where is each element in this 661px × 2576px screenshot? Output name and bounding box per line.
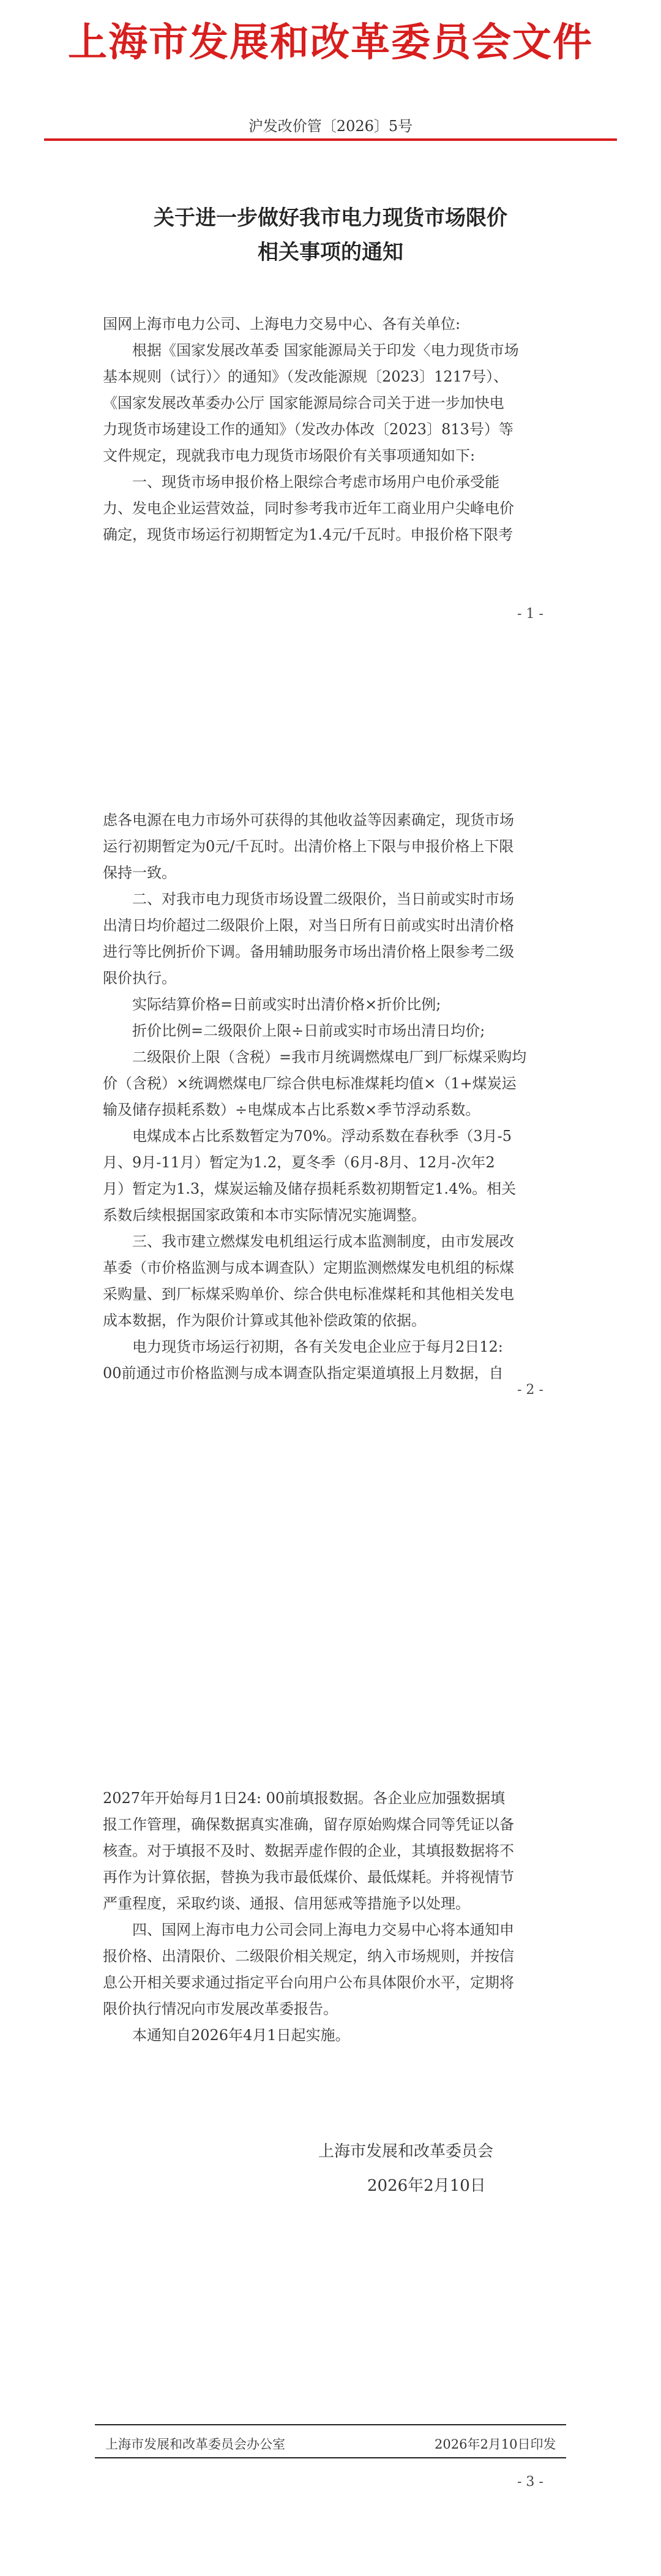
body-line: 进行等比例折价下调。备用辅助服务市场出清价格上限参考二级 — [103, 943, 514, 960]
body-line: 严重程度，采取约谈、通报、信用惩戒等措施予以处理。 — [103, 1895, 470, 1912]
body-line: 基本规则（试行）〉的通知》（发改能源规〔2023〕1217号）、 — [103, 368, 509, 385]
signature-organization: 上海市发展和改革委员会 — [318, 2142, 494, 2161]
body-line: 实际结算价格=日前或实时出清价格×折价比例; — [103, 996, 441, 1013]
body-line: 限价执行。 — [103, 970, 176, 987]
body-line: 月、9月-11月）暂定为1.2，夏冬季（6月-8月、12月-次年2 — [103, 1154, 495, 1171]
body-line: 文件规定，现就我市电力现货市场限价有关事项通知如下: — [103, 447, 476, 464]
page-number: - 3 - — [517, 2474, 543, 2490]
body-line: 力现货市场建设工作的通知》（发改办体改〔2023〕813号）等 — [103, 421, 513, 438]
body-line: 二级限价上限（含税）=我市月统调燃煤电厂到厂标煤采购均 — [103, 1049, 527, 1066]
body-line: 二、对我市电力现货市场设置二级限价，当日前或实时市场 — [103, 891, 514, 908]
footer-bottom-rule — [95, 2457, 566, 2458]
document-number: 沪发改价管〔2026〕5号 — [248, 118, 413, 135]
notice-title-line-1: 关于进一步做好我市电力现货市场限价 — [154, 206, 507, 230]
body-line: 革委（市价格监测与成本调查队）定期监测燃煤发电机组的标煤 — [103, 1259, 514, 1276]
body-line: 根据《国家发展改革委 国家能源局关于印发〈电力现货市场 — [103, 342, 519, 359]
body-line: 成本数据，作为限价计算或其他补偿政策的依据。 — [103, 1312, 426, 1329]
header-red-divider — [44, 138, 617, 141]
body-line: 月）暂定为1.3，煤炭运输及储存损耗系数初期暂定1.4%。相关 — [103, 1180, 517, 1197]
body-line: 报价格、出清限价、二级限价相关规定，纳入市场规则，并按信 — [103, 1948, 514, 1965]
body-line: 电力现货市场运行初期，各有关发电企业应于每月2日12: — [103, 1338, 503, 1355]
body-line: 力、发电企业运营效益，同时参考我市近年工商业用户尖峰电价 — [103, 500, 514, 517]
body-line: 虑各电源在电力市场外可获得的其他收益等因素确定，现货市场 — [103, 812, 514, 829]
footer-issue-date: 2026年2月10日印发 — [435, 2437, 556, 2452]
body-line: 采购量、到厂标煤采购单价、综合供电标准煤耗和其他相关发电 — [103, 1286, 514, 1303]
body-line: 运行初期暂定为0元/千瓦时。出清价格上下限与申报价格上下限 — [103, 838, 514, 855]
notice-title-line-2: 相关事项的通知 — [258, 240, 403, 265]
body-line: 输及储存损耗系数）÷电煤成本占比系数×季节浮动系数。 — [103, 1101, 480, 1118]
body-line: 电煤成本占比系数暂定为70%。浮动系数在春秋季（3月-5 — [103, 1128, 512, 1145]
body-line: 报工作管理，确保数据真实准确，留存原始购煤合同等凭证以备 — [103, 1816, 514, 1833]
body-line: 四、国网上海市电力公司会同上海电力交易中心将本通知申 — [103, 1921, 514, 1938]
body-line: 2027年开始每月1日24: 00前填报数据。各企业应加强数据填 — [103, 1790, 506, 1807]
signature-date: 2026年2月10日 — [367, 2177, 486, 2195]
footer-top-rule — [95, 2424, 566, 2425]
page-number: - 2 - — [517, 1382, 543, 1398]
body-line: 息公开相关要求通过指定平台向用户公布具体限价水平，定期将 — [103, 1974, 514, 1991]
page-number: - 1 - — [517, 606, 543, 622]
body-line: 三、我市建立燃煤发电机组运行成本监测制度，由市发展改 — [103, 1233, 514, 1250]
body-line: 00前通过市价格监测与成本调查队指定渠道填报上月数据，自 — [103, 1365, 504, 1382]
body-line: 本通知自2026年4月1日起实施。 — [103, 2027, 350, 2044]
body-line: 出清日均价超过二级限价上限，对当日所有日前或实时出清价格 — [103, 917, 514, 934]
body-line: 保持一致。 — [103, 864, 176, 881]
body-line: 折价比例=二级限价上限÷日前或实时市场出清日均价; — [103, 1022, 485, 1039]
body-line: 限价执行情况向市发展改革委报告。 — [103, 2000, 338, 2017]
body-line: 系数后续根据国家政策和本市实际情况实施调整。 — [103, 1207, 426, 1224]
document-header-title: 上海市发展和改革委员会文件 — [68, 20, 593, 66]
body-line: 再作为计算依据，替换为我市最低煤价、最低煤耗。并将视情节 — [103, 1869, 514, 1886]
body-line: 核查。对于填报不及时、数据弄虚作假的企业，其填报数据将不 — [103, 1842, 514, 1859]
body-line: 确定，现货市场运行初期暂定为1.4元/千瓦时。申报价格下限考 — [103, 526, 513, 543]
body-line: 《国家发展改革委办公厅 国家能源局综合司关于进一步加快电 — [103, 394, 504, 412]
footer-issuer: 上海市发展和改革委员会办公室 — [105, 2437, 285, 2452]
body-line: 一、现货市场申报价格上限综合考虑市场用户电价承受能 — [103, 473, 499, 491]
body-line: 价（含税）×统调燃煤电厂综合供电标准煤耗均值×（1+煤炭运 — [103, 1075, 517, 1092]
salutation: 国网上海市电力公司、上海电力交易中心、各有关单位: — [103, 315, 461, 333]
